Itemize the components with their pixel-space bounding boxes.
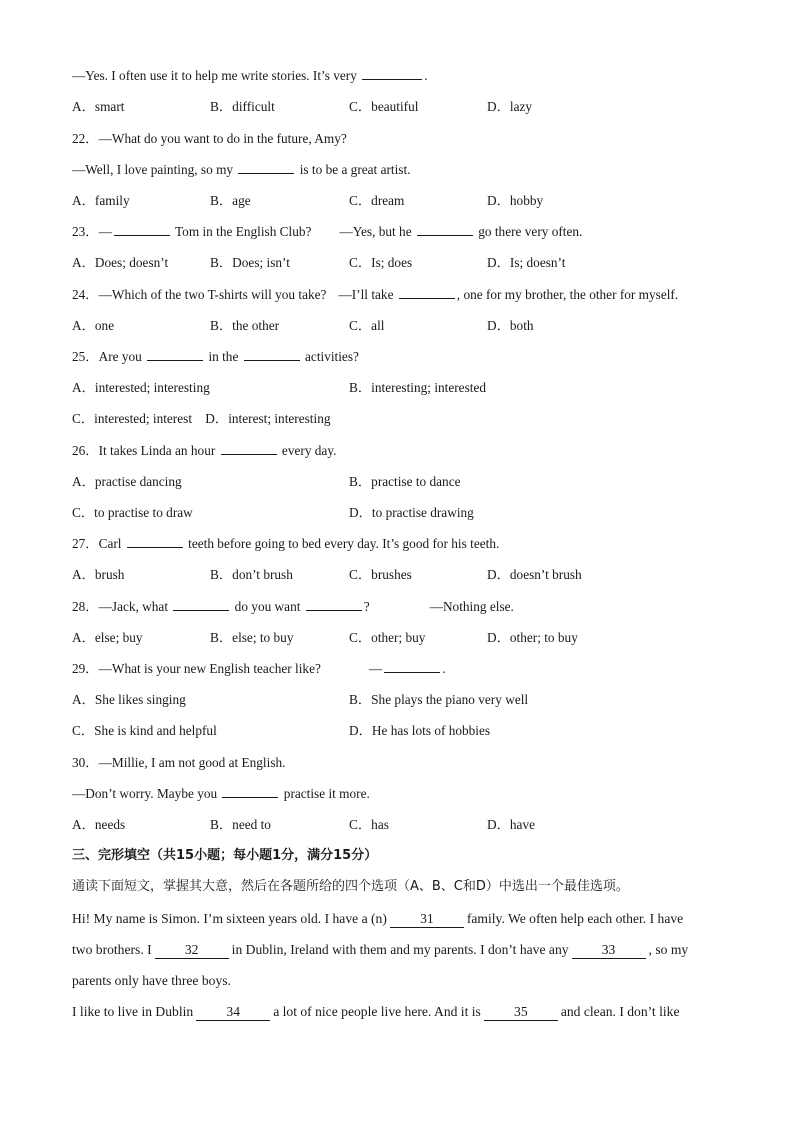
text: two brothers. I xyxy=(72,942,152,957)
option-b[interactable]: B．need to xyxy=(210,817,271,832)
option-c[interactable]: C．other; buy xyxy=(349,630,426,645)
option-c[interactable]: C．beautiful xyxy=(349,99,419,114)
q21-stem-end xyxy=(72,65,724,87)
text: , one for my brother, the other for myself. xyxy=(456,287,679,302)
answer-blank[interactable] xyxy=(399,284,455,299)
text: —I’ll take xyxy=(338,287,397,302)
text: ? xyxy=(363,599,370,614)
blank-35[interactable]: 35 xyxy=(484,1004,558,1021)
option-d[interactable]: D．doesn’t brush xyxy=(487,567,582,582)
blank-32[interactable]: 32 xyxy=(155,942,229,959)
text: 30．—Millie, I am not good at English. xyxy=(72,755,286,770)
q24-options xyxy=(72,315,724,337)
text: —Nothing else. xyxy=(429,599,514,614)
option-c[interactable]: C．has xyxy=(349,817,389,832)
q26-options-cd xyxy=(72,502,724,524)
option-b[interactable]: B．don’t brush xyxy=(210,567,293,582)
text: go there very often. xyxy=(474,224,583,239)
answer-blank[interactable] xyxy=(173,596,229,611)
option-c[interactable]: C．brushes xyxy=(349,567,412,582)
q23-options xyxy=(72,252,724,274)
text: a lot of nice people live here. And it is xyxy=(273,1004,481,1019)
q22-stem-b xyxy=(72,159,724,181)
option-b[interactable]: B．else; to buy xyxy=(210,630,294,645)
q24-stem xyxy=(72,284,724,306)
q23-stem xyxy=(72,221,724,243)
q30-options xyxy=(72,814,724,836)
option-b[interactable]: B．She plays the piano very well xyxy=(349,692,529,707)
q29-options-ab xyxy=(72,689,724,711)
option-d[interactable]: D．other; to buy xyxy=(487,630,578,645)
text: every day. xyxy=(278,443,337,458)
section-title: 三、完形填空（共15小题；每小题1分，满分15分） xyxy=(72,848,378,863)
option-a[interactable]: A．family xyxy=(72,193,130,208)
text: family. We often help each other. I have xyxy=(466,911,684,926)
text: —Don’t worry. Maybe you xyxy=(72,786,221,801)
option-a[interactable]: A．else; buy xyxy=(72,630,143,645)
section-instruction: 通读下面短文，掌握其大意，然后在各题所给的四个选项（A、B、C和D）中选出一个最佳选项。 xyxy=(72,879,629,894)
text: teeth before going to bed every day. It’s good for his teeth. xyxy=(184,536,500,551)
q30-stem-b xyxy=(72,783,724,805)
option-d[interactable]: D．hobby xyxy=(487,193,544,208)
q28-options xyxy=(72,627,724,649)
text: 24．—Which of the two T-shirts will you take? xyxy=(72,287,327,302)
option-c[interactable]: C．to practise to draw xyxy=(72,505,193,520)
option-c-d[interactable]: C．interested; interest D．interest; interesting xyxy=(72,411,331,426)
text: is to be a great artist. xyxy=(296,162,411,177)
q25-options-cd xyxy=(72,408,724,430)
option-a[interactable]: A．needs xyxy=(72,817,126,832)
answer-blank[interactable] xyxy=(221,440,277,455)
option-d[interactable]: D．lazy xyxy=(487,99,533,114)
passage-line-1 xyxy=(72,908,724,930)
option-a[interactable]: A．interested; interesting xyxy=(72,380,210,395)
option-a[interactable]: A．She likes singing xyxy=(72,692,186,707)
answer-blank[interactable] xyxy=(384,658,440,673)
text: in the xyxy=(205,349,242,364)
option-b[interactable]: B．difficult xyxy=(210,99,275,114)
q27-stem xyxy=(72,533,724,555)
text: , so my xyxy=(648,942,689,957)
option-a[interactable]: A．one xyxy=(72,318,115,333)
text: in Dublin, Ireland with them and my parents. I don’t have any xyxy=(231,942,569,957)
q26-stem xyxy=(72,440,724,462)
text: —Well, I love painting, so my xyxy=(72,162,237,177)
text: —Yes, but he xyxy=(339,224,415,239)
text: and clean. I don’t like xyxy=(560,1004,680,1019)
answer-blank[interactable] xyxy=(244,346,300,361)
text: do you want xyxy=(231,599,304,614)
option-a[interactable]: A．brush xyxy=(72,567,125,582)
text: 23．— xyxy=(72,224,112,239)
q27-options xyxy=(72,564,724,586)
text: practise it more. xyxy=(280,786,370,801)
passage-line-2 xyxy=(72,939,724,961)
option-d[interactable]: D．Is; doesn’t xyxy=(487,255,566,270)
text: 25．Are you xyxy=(72,349,146,364)
option-c[interactable]: C．dream xyxy=(349,193,405,208)
option-c[interactable]: C．Is; does xyxy=(349,255,413,270)
q26-options-ab xyxy=(72,471,724,493)
answer-blank[interactable] xyxy=(127,533,183,548)
q22-stem xyxy=(72,128,724,150)
text: 28．—Jack, what xyxy=(72,599,172,614)
text: — xyxy=(368,661,383,676)
answer-blank[interactable] xyxy=(147,346,203,361)
q25-stem xyxy=(72,346,724,368)
text: —Yes. I often use it to help me write stories. It’s very xyxy=(72,68,361,83)
answer-blank[interactable] xyxy=(417,221,473,236)
answer-blank[interactable] xyxy=(362,65,422,80)
option-b[interactable]: B．age xyxy=(210,193,251,208)
passage-line-3 xyxy=(72,970,724,992)
option-d[interactable]: D．to practise drawing xyxy=(349,505,474,520)
option-d[interactable]: D．both xyxy=(487,318,534,333)
q29-stem xyxy=(72,658,724,680)
text: 29．—What is your new English teacher like? xyxy=(72,661,321,676)
q28-stem xyxy=(72,596,724,618)
option-b[interactable]: B．interesting; interested xyxy=(349,380,487,395)
option-c[interactable]: C．She is kind and helpful xyxy=(72,723,217,738)
option-b[interactable]: B．practise to dance xyxy=(349,474,461,489)
option-a[interactable]: A．Does; doesn’t xyxy=(72,255,169,270)
q22-options xyxy=(72,190,724,212)
answer-blank[interactable] xyxy=(222,783,278,798)
option-a[interactable]: A．smart xyxy=(72,99,125,114)
option-a[interactable]: A．practise dancing xyxy=(72,474,182,489)
option-b[interactable]: B．Does; isn’t xyxy=(210,255,290,270)
option-d[interactable]: D．He has lots of hobbies xyxy=(349,723,491,738)
passage-line-4 xyxy=(72,1001,724,1023)
blank-33[interactable]: 33 xyxy=(572,942,646,959)
text: I like to live in Dublin xyxy=(72,1004,194,1019)
blank-31[interactable]: 31 xyxy=(390,911,464,928)
blank-34[interactable]: 34 xyxy=(196,1004,270,1021)
q30-stem xyxy=(72,752,724,774)
text: . xyxy=(442,661,446,676)
text: 22．—What do you want to do in the future, Amy? xyxy=(72,131,347,146)
option-d[interactable]: D．have xyxy=(487,817,535,832)
q21-options xyxy=(72,96,724,118)
text: Tom in the English Club? xyxy=(171,224,312,239)
text: 26．It takes Linda an hour xyxy=(72,443,219,458)
option-b[interactable]: B．the other xyxy=(210,318,280,333)
text: Hi! My name is Simon. I’m sixteen years old. I have a (n) xyxy=(72,911,387,926)
text: activities? xyxy=(301,349,359,364)
answer-blank[interactable] xyxy=(306,596,362,611)
text: . xyxy=(424,68,428,83)
q25-options-ab xyxy=(72,377,724,399)
q29-options-cd xyxy=(72,720,724,742)
text: parents only have three boys. xyxy=(72,973,231,988)
answer-blank[interactable] xyxy=(114,221,170,236)
text: 27．Carl xyxy=(72,536,125,551)
option-c[interactable]: C．all xyxy=(349,318,385,333)
answer-blank[interactable] xyxy=(238,159,294,174)
